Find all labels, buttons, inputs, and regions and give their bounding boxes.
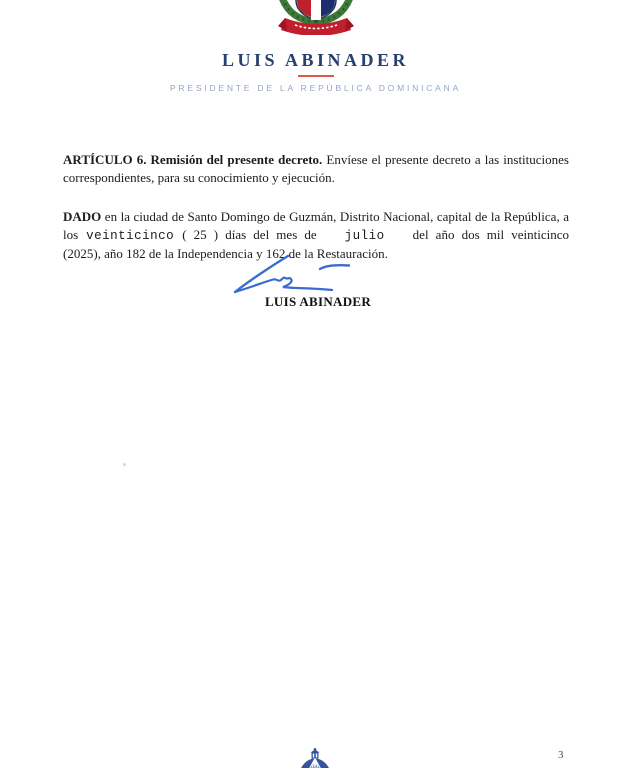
article-6-heading: ARTÍCULO 6. Remisión del presente decreto.	[63, 152, 323, 167]
page-number: 3	[558, 749, 564, 761]
signature-name: LUIS ABINADER	[264, 294, 372, 309]
typed-month-word: julio	[344, 229, 385, 243]
article-6-paragraph	[63, 151, 569, 187]
dominican-coat-of-arms-icon	[263, 0, 369, 35]
article-6-text: Envíese el presente decreto a las instituciones correspondientes, para su conocimiento y ejecución.	[63, 152, 569, 185]
red-divider	[298, 75, 334, 77]
president-subtitle: PRESIDENTE DE LA REPÚBLICA DOMINICANA	[169, 83, 462, 93]
typed-day-word: veinticinco	[86, 229, 175, 243]
president-name-title: LUIS ABINADER	[221, 50, 410, 70]
dado-keyword: DADO	[63, 209, 102, 224]
dado-text-1: en la ciudad de Santo Domingo de Guzmán, Distrito Nacional, capital de la República, a los	[63, 209, 569, 242]
dado-text-2: ( 25 ) días del mes de	[182, 227, 317, 242]
scan-speck	[123, 463, 126, 466]
palace-dome-icon	[293, 748, 337, 768]
dado-text-3: del año dos mil veinticinco (2025), año 182 de la Independencia y 162 de la Restauración.	[63, 227, 569, 261]
